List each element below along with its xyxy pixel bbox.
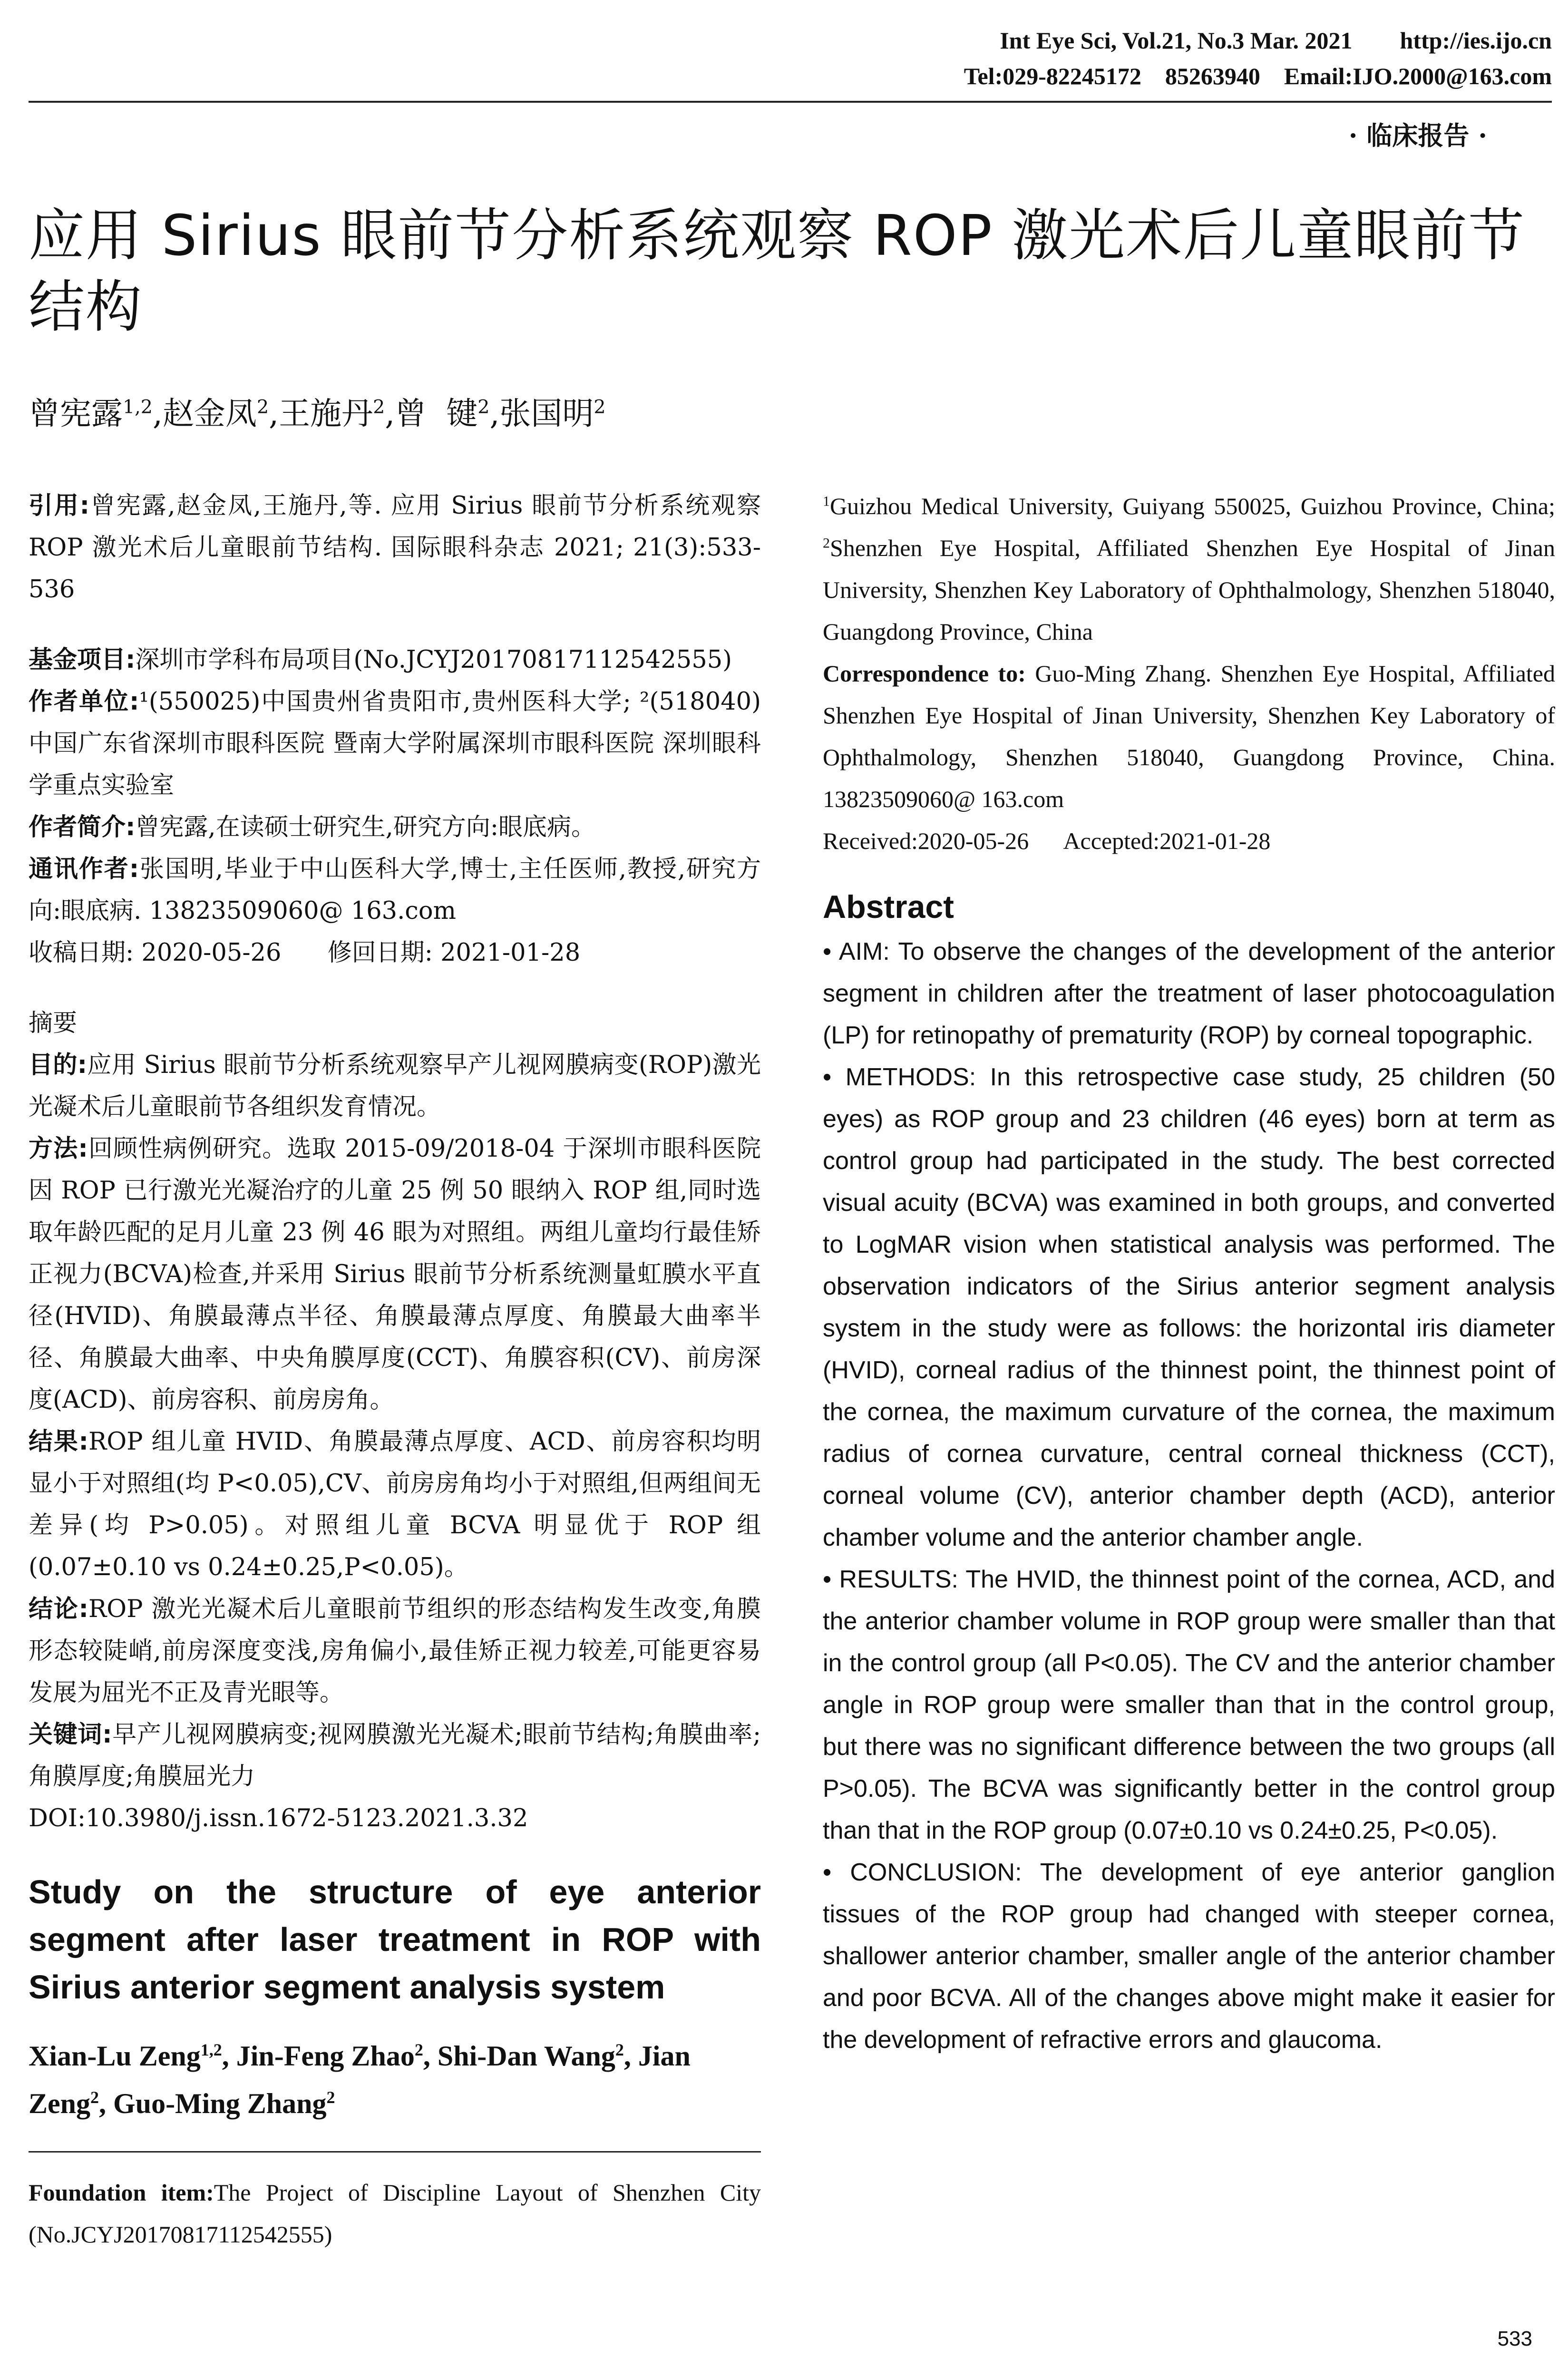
journal-header-line1: Int Eye Sci, Vol.21, No.3 Mar. 2021 http://ies.ijo.cn (1000, 27, 1552, 54)
author-bio (29, 807, 761, 848)
abstract-en-methods: • METHODS: In this retrospective case study, 25 children (50 eyes) as ROP group and 23 children (46 eyes) born at term as control group had participated in the study. The best corrected visual acuity (BCVA) was examined in both groups, and converted to LogMAR vision when statistical analysis was performed. The observation indicators of the Sirius anterior segment analysis system in the study were as follows: the horizontal iris diameter (HVID), corneal radius of the thinnest point, the thinnest point of the cornea, the maximum curvature of the cornea, the maximum radius of cornea curvature, central corneal thickness (CCT), corneal volume (CV), anterior chamber depth (ACD), anterior chamber volume and the anterior chamber angle. (823, 1063, 1555, 1551)
section-label: · 临床报告 · (1348, 120, 1487, 151)
correspondence-en: Correspondence to: Guo-Ming Zhang. Shenzhen Eye Hospital, Affiliated Shenzhen Eye Hospital of Jinan University, Shenzhen Key Laboratory of Ophthalmology, Shenzhen 518040, Guangdong Province, China. 13823509060@ 163.com (823, 660, 1556, 812)
author-name: 曾 键 (395, 395, 478, 432)
bio-text: 曾宪露,在读硕士研究生,研究方向:眼底病。 (135, 813, 596, 841)
article-title-cn: 应用 Sirius 眼前节分析系统观察 ROP 激光术后儿童眼前节结构 (29, 203, 1526, 340)
citation-text: 曾宪露,赵金凤,王施丹,等. 应用 Sirius 眼前节分析系统观察 ROP 激光术后儿童眼前节结构. 国际眼科杂志 2021; 21(3):533-536 (29, 492, 761, 604)
foundation-item-en: Foundation item:The Project of Discipline Layout of Shenzhen City (No.JCYJ20170817112542555) (29, 2179, 761, 2248)
dates-cn: 收稿日期: 2020-05-26 修回日期: 2021-01-28 (29, 939, 581, 967)
abstract-en-aim: • AIM: To observe the changes of the development of the anterior segment in children after the treatment of laser photocoagulation (LP) for retinopathy of prematurity (ROP) by corneal topographic. (823, 938, 1555, 1049)
authors-cn: 曾宪露$^{1,2}$,赵金凤$^2$,王施丹$^2$,曾 键$^2$,张国明$^2$ (29, 395, 606, 432)
page-number: 533 (1497, 2327, 1532, 2350)
author-name: 张国明 (499, 395, 594, 432)
author-unit (29, 681, 761, 807)
journal-header-line2: Tel:029-82245172 85263940 Email:IJO.2000@163.com (964, 63, 1552, 89)
author-name: 赵金凤 (162, 395, 257, 432)
article-title-en: Study on the structure of eye anterior segment after laser treatment in ROP with Sirius anterior segment analysis system (29, 1873, 761, 2006)
unit-text: ¹(550025)中国贵州省贵阳市,贵州医科大学; ²(518040)中国广东省深圳市眼科医院 暨南大学附属深圳市眼科医院 深圳眼科学重点实验室 (29, 688, 761, 799)
abstract-cn-results: 结果:ROP 组儿童 HVID、角膜最薄点厚度、ACD、前房容积均明显小于对照组(均 P<0.05),CV、前房房角均小于对照组,但两组间无差异(均 P>0.05)。对照组儿童 BCVA 明显优于 ROP 组(0.07±0.10 vs 0.24±0.25,P<0.05)。 (29, 1428, 761, 1581)
author-name: 曾宪露 (29, 395, 123, 432)
abstract-cn-heading: 摘要 (29, 1009, 78, 1037)
keywords-cn: 关键词:早产儿视网膜病变;视网膜激光光凝术;眼前节结构;角膜曲率;角膜厚度;角膜屈光力 (29, 1721, 761, 1791)
dates-en: Received:2020-05-26 Accepted:2021-01-28 (823, 828, 1271, 854)
abstract-en-results: • RESULTS: The HVID, the thinnest point of the cornea, ACD, and the anterior chamber volume in ROP group were smaller than that in the control group (all P<0.05). The CV and the anterior chamber angle in ROP group were smaller than that in the control group, but there was no significant difference between the two groups (all P>0.05). The BCVA was significantly better in the control group than that in the ROP group (0.07±0.10 vs 0.24±0.25, P<0.05). (823, 1566, 1555, 1844)
corr-text: 张国明,毕业于中山医科大学,博士,主任医师,教授,研究方向:眼底病. 13823509060@ 163.com (29, 855, 761, 925)
fund-item (29, 639, 761, 681)
corr-label: 通讯作者: (29, 855, 139, 883)
unit-label: 作者单位: (29, 688, 139, 716)
author-affiliation: 2 (373, 396, 385, 418)
author-affiliation: 2 (256, 396, 269, 418)
fund-text: 深圳市学科布局项目(No.JCYJ20170817112542555) (135, 646, 732, 674)
author-affiliation: 2 (594, 396, 606, 418)
right-column (823, 485, 1555, 2061)
author-name: 王施丹 (279, 395, 373, 432)
author-affiliation: 1,2 (123, 396, 153, 418)
citation (29, 485, 761, 611)
bio-label: 作者简介: (29, 813, 136, 841)
author-affiliation: 2 (477, 396, 490, 418)
authors-en: Xian-Lu Zeng$^{1,2}$, Jin-Feng Zhao$^2$, Shi-Dan Wang$^2$, Jian Zeng$^2$, Guo-Ming Zhang$^2$ (29, 2040, 691, 2119)
fund-label: 基金项目: (29, 646, 136, 674)
doi: DOI:10.3980/j.issn.1672-5123.2021.3.32 (29, 1804, 528, 1832)
citation-label: 引用: (29, 492, 90, 520)
header-divider (29, 101, 1552, 103)
abstract-cn-aim: 目的:应用 Sirius 眼前节分析系统观察早产儿视网膜病变(ROP)激光光凝术后儿童眼前节各组织发育情况。 (29, 1051, 761, 1121)
abstract-cn-conclusion: 结论:ROP 激光光凝术后儿童眼前节组织的形态结构发生改变,角膜形态较陡峭,前房深度变浅,房角偏小,最佳矫正视力较差,可能更容易发展为屈光不正及青光眼等。 (29, 1595, 761, 1707)
divider (29, 2151, 761, 2153)
left-column (29, 485, 761, 2255)
abstract-cn-methods: 方法:回顾性病例研究。选取 2015-09/2018-04 于深圳市眼科医院因 ROP 已行激光光凝治疗的儿童 25 例 50 眼纳入 ROP 组,同时选取年龄匹配的足月儿童 23 例 46 眼为对照组。两组儿童均行最佳矫正视力(BCVA)检查,并采用 Sirius 眼前节分析系统测量虹膜水平直径(HVID)、角膜最薄点半径、角膜最薄点厚度、角膜最大曲率半径、角膜最大曲率、中央角膜厚度(CCT)、角膜容积(CV)、前房深度(ACD)、前房容积、前房房角。 (29, 1135, 761, 1414)
corresponding-author (29, 848, 761, 932)
abstract-en-conclusion: • CONCLUSION: The development of eye anterior ganglion tissues of the ROP group had changed with steeper cornea, shallower anterior chamber, smaller angle of the anterior chamber and poor BCVA. All of the changes above might make it easier for the development of refractive errors and glaucoma. (823, 1859, 1555, 2054)
affiliations-en: $^1$Guizhou Medical University, Guiyang 550025, Guizhou Province, China; $^2$Shenzhen Eye Hospital, Affiliated Shenzhen Eye Hospital of Jinan University, Shenzhen Key Laboratory of Ophthalmology, Shenzhen 518040, Guangdong Province, China (823, 493, 1555, 645)
abstract-en-heading: Abstract (823, 889, 954, 925)
